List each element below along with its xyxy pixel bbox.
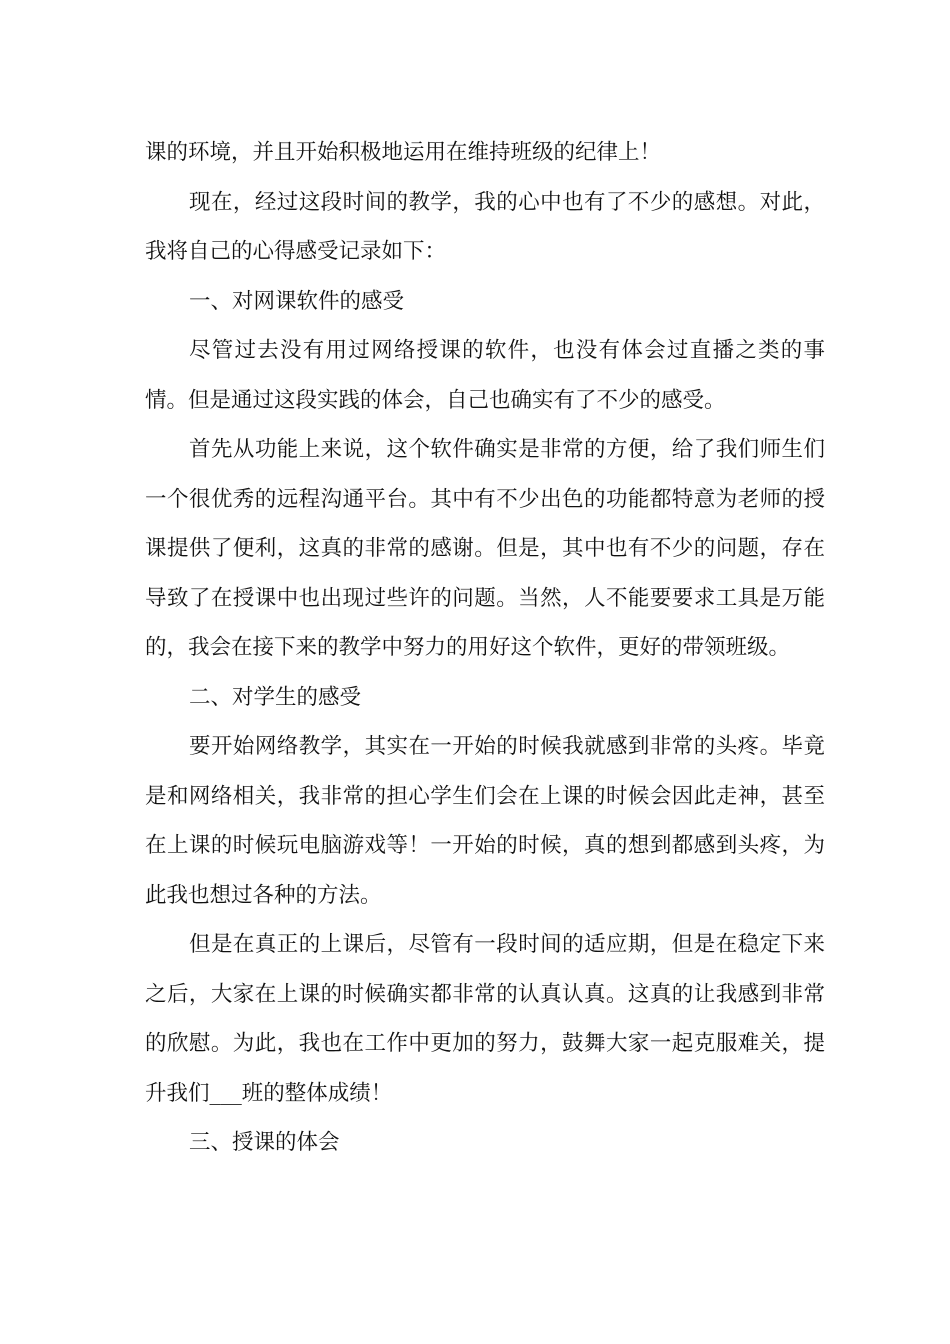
- paragraph-intro: 现在，经过这段时间的教学，我的心中也有了不少的感想。对此，我将自己的心得感受记录如下：: [145, 189, 825, 264]
- paragraph-students-result: 但是在真正的上课后，尽管有一段时间的适应期，但是在稳定下来之后，大家在上课的时候确实都非常的认真认真。这真的让我感到非常的欣慰。为此，我也在工作中更加的努力，鼓舞大家一起克服难关，提升我们___班的整体成绩！: [145, 932, 825, 1106]
- paragraph-students-worry: 要开始网络教学，其实在一开始的时候我就感到非常的头疼。毕竟是和网络相关，我非常的担心学生们会在上课的时候会因此走神，甚至在上课的时候玩电脑游戏等！一开始的时候，真的想到都感到头疼，为此我也想过各种的方法。: [145, 734, 825, 908]
- document-body: [145, 128, 825, 1168]
- section-heading-teaching: 三、授课的体会: [189, 1130, 340, 1155]
- section-heading-software: 一、对网课软件的感受: [189, 288, 405, 314]
- paragraph-continuation: 课的环境，并且开始积极地运用在维持班级的纪律上！: [145, 140, 662, 165]
- section-heading-students: 二、对学生的感受: [189, 684, 362, 710]
- paragraph-software-functions: 首先从功能上来说，这个软件确实是非常的方便，给了我们师生们一个很优秀的远程沟通平台。其中有不少出色的功能都特意为老师的授课提供了便利，这真的非常的感谢。但是，其中也有不少的问题，存在导致了在授课中也出现过些许的问题。当然，人不能要要求工具是万能的，我会在接下来的教学中努力的用好这个软件，更好的带领班级。: [145, 437, 825, 660]
- paragraph-software-experience: 尽管过去没有用过网络授课的软件，也没有体会过直播之类的事情。但是通过这段实践的体会，自己也确实有了不少的感受。: [145, 338, 825, 413]
